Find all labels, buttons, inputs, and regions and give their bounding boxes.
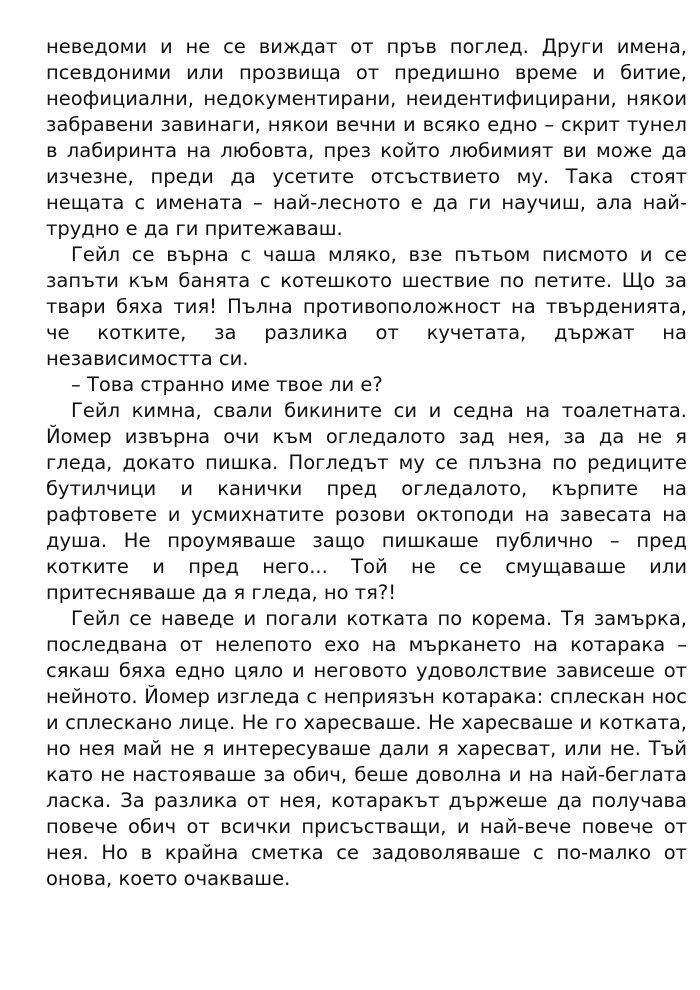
- paragraph-4: Гейл се наведе и погали котката по корема. Тя замърка, последвана от нелепото ехо на мъркането на котарака – сякаш бяха едно цяло и неговото удоволствие зависеше от нейното. Йомер изгледа с неприязън котарака: сплескан нос и сплескано лице. Не го харесваше. Не харесваше и котката, но нея май не я интересуваше дали я харесват, или не. Тъй като не настояваше за обич, беше доволна и на най-беглата ласка. За разлика от нея, котаракът държеше да получава повече обич от всички присъстващи, и най-вече повече от нея. Но в крайна сметка се задоволяваше с по-малко от онова, което очакваше.: [46, 607, 687, 890]
- paragraph-1: неведоми и не се виждат от пръв поглед. Други имена, псевдоними или прозвища от предишно време и битие, неофициални, недокументирани, неидентифицирани, някои забравени завинаги, някои вечни и всяко едно – скрит тунел в лабиринта на любовта, през който любимият ви може да изчезне, преди да усетите отсъствието му. Така стоят нещата с имената – най-лесното е да ги научиш, ала най-трудно е да ги притежаваш.: [46, 35, 687, 240]
- dialogue-line: – Това странно име твое ли е?: [71, 373, 383, 396]
- paragraph-3: Гейл кимна, свали бикините си и седна на тоалетната. Йомер извърна очи към огледалото зад нея, за да не я гледа, докато пишка. Погледът му се плъзна по редиците бутилчици и канички пред огледалото, кърпите на рафтовете и усмихнатите розови октоподи на завесата на душа. Не проумяваше защо пишкаше публично – пред котките и пред него... Той не се смущаваше или притесняваше да я гледа, но тя?!: [46, 399, 687, 604]
- page-body: [46, 34, 687, 892]
- paragraph-2: Гейл се върна с чаша мляко, взе пътьом писмото и се запъти към банята с котешкото шествие по петите. Що за твари бяха тия! Пълна противоположност на твърденията, че котките, за разлика от кучетата, държат на независимостта си.: [46, 243, 687, 370]
